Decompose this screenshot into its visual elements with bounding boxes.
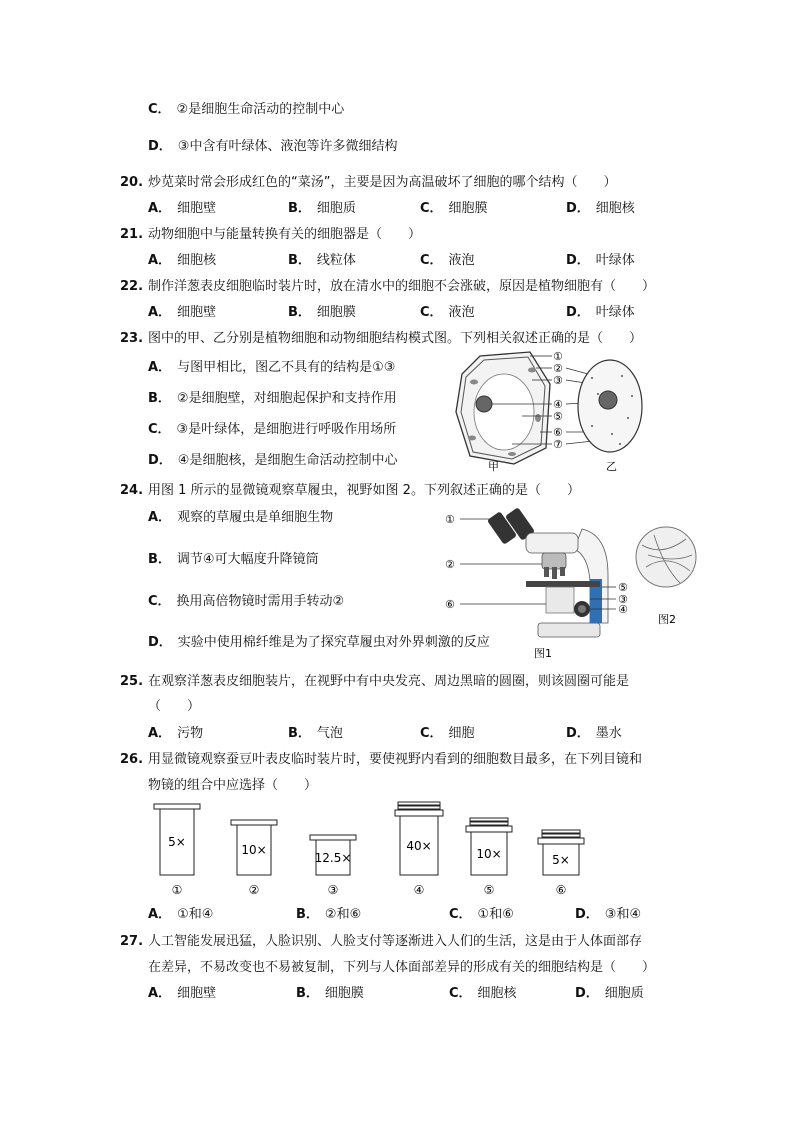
lens-5-num: ⑤ [483,883,495,897]
cell-label-2: ② [553,362,563,375]
caption-jia: 甲 [488,460,499,473]
q25-option-b: B． 气泡 [288,726,343,741]
q25-text: 在观察洋葱表皮细胞装片，在视野中有中央发亮、周边黑暗的圆圈，则该圆圈可能是 [148,674,630,689]
plant-nucleus [476,396,492,412]
q21-option-b: B． 线粒体 [288,253,356,268]
q26-text: 用显微镜观察蚕豆叶表皮临时装片时，要使视野内看到的细胞数目最多，在下列目镜和 [148,752,643,767]
caption-yi: 乙 [606,460,617,473]
q25-number: 25. [120,674,144,689]
q21-option-c: C． 液泡 [420,253,475,268]
q22-text: 制作洋葱表皮细胞临时装片时，放在清水中的细胞不会涨破，原因是植物细胞有（ ） [148,279,656,294]
mic-label-5: ⑤ [618,581,628,594]
q22-option-d: D． 叶绿体 [566,305,635,320]
q20-option-d: D． 细胞核 [566,201,635,216]
q26-number: 26. [120,752,144,767]
mic-label-4: ④ [618,603,628,616]
q20-text: 炒苋菜时常会形成红色的“菜汤”，主要是因为高温破坏了细胞的哪个结构（ ） [148,175,617,190]
q23-text: 图中的甲、乙分别是植物细胞和动物细胞结构模式图。下列相关叙述正确的是（ ） [148,331,643,346]
q21-text: 动物细胞中与能量转换有关的细胞器是（ ） [148,227,422,242]
q19-option-d: D． ③中含有叶绿体、液泡等许多微细结构 [148,139,398,154]
q20-option-c: C． 细胞膜 [420,201,488,216]
mic-label-6: ⑥ [445,598,455,611]
q23-cell-diagram [452,348,652,476]
lens-4-num: ④ [413,883,425,897]
q27-number: 27. [120,934,144,949]
q25-option-c: C． 细胞 [420,726,475,741]
q24-option-c: C． 换用高倍物镜时需用手转动② [148,594,345,609]
q26-option-c: C． ①和⑥ [449,907,514,922]
q27-text-line2: 在差异，不易改变也不易被复制，下列与人体面部差异的形成有关的细胞结构是（ ） [148,960,656,975]
lens-3-num: ③ [327,883,339,897]
lens-1-mag: 5× [168,835,186,849]
q19-option-c: C． ②是细胞生命活动的控制中心 [148,102,345,117]
microscope-figure [442,505,702,663]
lens-4 [395,802,443,897]
q26-option-d: D． ③和④ [575,907,642,922]
q24-option-d: D． 实验中使用棉纤维是为了探究草履虫对外界刺激的反应 [148,635,490,650]
lens-5-mag: 10× [476,847,502,861]
q27-text: 人工智能发展迅猛，人脸识别、人脸支付等逐渐进入人们的生活，这是由于人体面部存 [148,934,643,949]
q25-option-d: D． 墨水 [566,726,622,741]
q23-number: 23. [120,331,144,346]
lens-6 [538,830,584,897]
q27-option-c: C． 细胞核 [449,986,517,1001]
cell-label-7: ⑦ [553,438,563,451]
q25-option-a: A． 污物 [148,726,204,741]
q24-option-a: A． 观察的草履虫是单细胞生物 [148,510,334,525]
q21-option-a: A． 细胞核 [148,253,217,268]
q27-option-d: D． 细胞质 [575,986,644,1001]
mic-label-3: ③ [618,593,628,606]
lens-1 [154,804,200,897]
fig2-caption: 图2 [658,613,676,626]
cell-label-5: ⑤ [553,410,563,423]
q27-option-b: B． 细胞膜 [296,986,364,1001]
q22-option-a: A． 细胞壁 [148,305,217,320]
lens-3 [310,835,356,897]
q21-number: 21. [120,227,144,242]
cell-label-3: ③ [553,374,563,387]
lens-5 [466,818,512,897]
q20-option-a: A． 细胞壁 [148,201,217,216]
q23-option-d: D． ④是细胞核，是细胞生命活动控制中心 [148,453,398,468]
q26-option-b: B． ②和⑥ [296,907,362,922]
q23-option-c: C． ③是叶绿体，是细胞进行呼吸作用场所 [148,422,397,437]
q26-option-a: A． ①和④ [148,907,214,922]
chloroplast-5 [508,452,516,456]
microscope-stage [526,581,600,587]
q22-option-b: B． 细胞膜 [288,305,356,320]
q20-option-b: B． 细胞质 [288,201,356,216]
q24-text: 用图 1 所示的显微镜观察草履虫，视野如图 2。下列叙述正确的是（ ） [148,483,580,498]
lens-6-mag: 5× [552,853,570,867]
lens-2-num: ② [248,883,260,897]
cell-label-1: ① [553,350,563,363]
lens-1-num: ① [171,883,183,897]
q23-option-a: A． 与图甲相比，图乙不具有的结构是①③ [148,360,396,375]
q23-option-b: B． ②是细胞壁，对细胞起保护和支持作用 [148,391,397,406]
mic-label-2: ② [445,558,455,571]
q22-option-c: C． 液泡 [420,305,475,320]
chloroplast-3 [535,414,541,422]
mic-label-1: ① [445,513,455,526]
q20-number: 20. [120,175,144,190]
lens-figure [148,800,598,900]
lens-2 [231,820,277,897]
cell-label-4: ④ [553,398,563,411]
chloroplast-2 [528,368,536,373]
q24-number: 24. [120,483,144,498]
fig1-caption: 图1 [534,647,552,660]
q21-option-d: D． 叶绿体 [566,253,635,268]
q25-text-line2: （ ） [148,699,201,714]
chloroplast-1 [470,380,478,385]
lens-6-num: ⑥ [555,883,567,897]
lens-2-mag: 10× [241,843,267,857]
q24-option-b: B． 调节④可大幅度升降镜筒 [148,552,319,567]
chloroplast-4 [468,436,476,441]
animal-nucleus [599,391,617,409]
q27-option-a: A． 细胞壁 [148,986,217,1001]
q22-number: 22. [120,279,144,294]
cell-label-6: ⑥ [553,426,563,439]
lens-3-mag: 12.5× [314,851,352,865]
q26-text-line2: 物镜的组合中应选择（ ） [148,778,318,793]
lens-4-mag: 40× [406,839,432,853]
